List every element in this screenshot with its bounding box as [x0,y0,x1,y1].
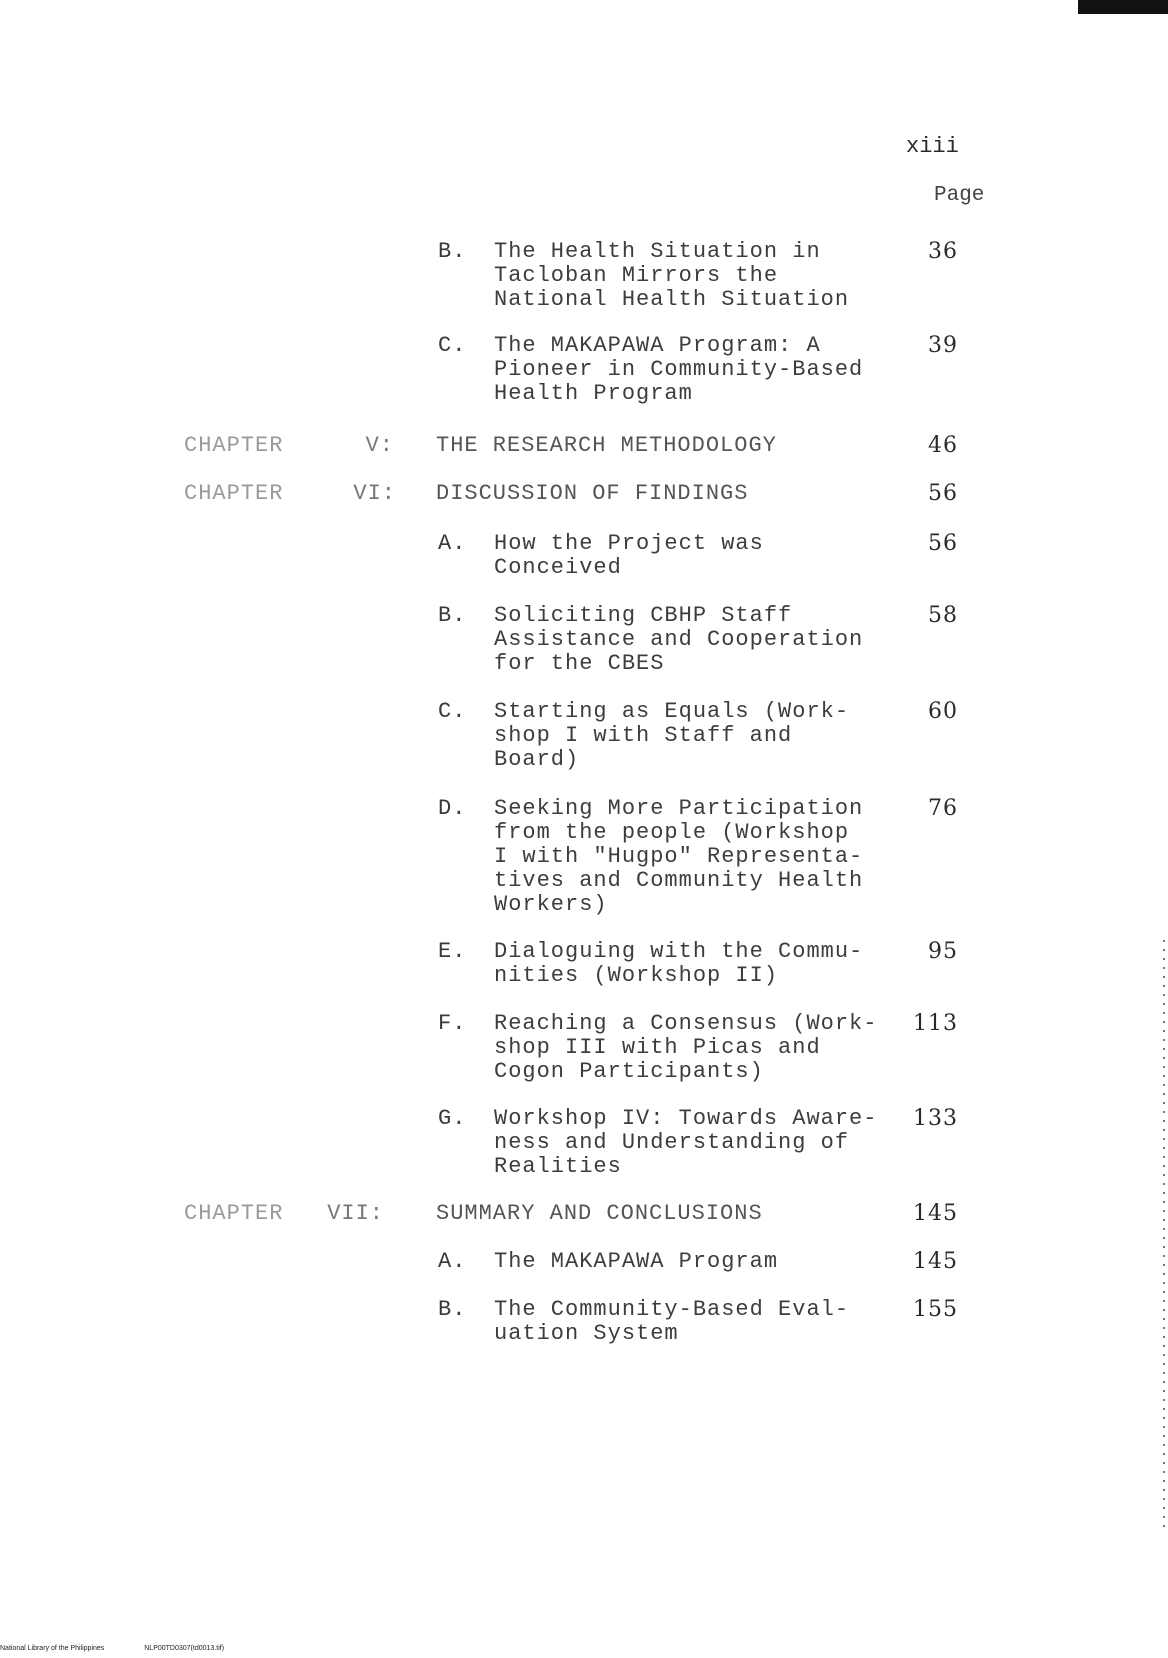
section-title: Soliciting CBHP Staff Assistance and Cooperation for the CBES [494,603,864,676]
page-column-header: Page [934,184,985,207]
section-title: Dialoguing with the Commu- nities (Workshop II) [494,939,864,988]
chapter-title: DISCUSSION OF FINDINGS [436,481,749,506]
section-title: The Health Situation in Tacloban Mirrors the National Health Situation [494,239,850,312]
section-letter: A. [438,531,467,556]
footer-library: National Library of the Philippines [0,1645,105,1652]
chapter-number: V: [365,433,394,458]
toc-page-number: 76 [928,796,958,821]
section-letter: E. [438,939,467,964]
toc-page-number: 95 [928,939,958,964]
chapter-title: THE RESEARCH METHODOLOGY [436,433,777,458]
section-title: Reaching a Consensus (Work- shop III with Picas and Cogon Participants) [494,1011,878,1084]
chapter-label: CHAPTER [184,1201,284,1226]
section-title: The MAKAPAWA Program [494,1249,779,1274]
section-title: Workshop IV: Towards Aware- ness and Understanding of Realities [494,1106,878,1179]
toc-page-number: 58 [928,603,958,628]
section-title: The Community-Based Eval- uation System [494,1297,850,1346]
toc-page-number: 145 [913,1249,958,1274]
chapter-number: VI: [353,481,396,506]
toc-page-number: 155 [913,1297,958,1322]
toc-page-number: 133 [913,1106,958,1131]
chapter-label: CHAPTER [184,481,284,506]
section-letter: C. [438,333,467,358]
section-letter: C. [438,699,467,724]
section-letter: D. [438,796,467,821]
toc-page-number: 56 [928,481,958,506]
section-letter: B. [438,1297,467,1322]
scan-corner-mark [1078,0,1168,14]
section-letter: A. [438,1249,467,1274]
section-letter: B. [438,603,467,628]
chapter-title: SUMMARY AND CONCLUSIONS [436,1201,763,1226]
chapter-number: VII: [327,1201,384,1226]
section-letter: B. [438,239,467,264]
toc-page-number: 145 [913,1201,958,1226]
section-title: The MAKAPAWA Program: A Pioneer in Community-Based Health Program [494,333,864,406]
toc-page-number: 56 [928,531,958,556]
toc-page-number: 39 [928,333,958,358]
footer-file: NLP00TD0307(td0013.tif) [144,1645,225,1652]
section-title: Seeking More Participation from the people (Workshop I with "Hugpo" Representa- tives and Community Health Workers) [494,796,864,917]
section-title: How the Project was Conceived [494,531,764,580]
toc-page-number: 113 [913,1011,958,1036]
scan-edge-artifact [1163,940,1165,1530]
scan-footer [0,1645,262,1652]
toc-page-number: 46 [928,433,958,458]
section-title: Starting as Equals (Work- shop I with Staff and Board) [494,699,850,772]
page-number: xiii [906,134,959,159]
toc-page-number: 60 [928,699,958,724]
section-letter: F. [438,1011,467,1036]
toc-page-number: 36 [928,239,958,264]
section-letter: G. [438,1106,467,1131]
chapter-label: CHAPTER [184,433,284,458]
